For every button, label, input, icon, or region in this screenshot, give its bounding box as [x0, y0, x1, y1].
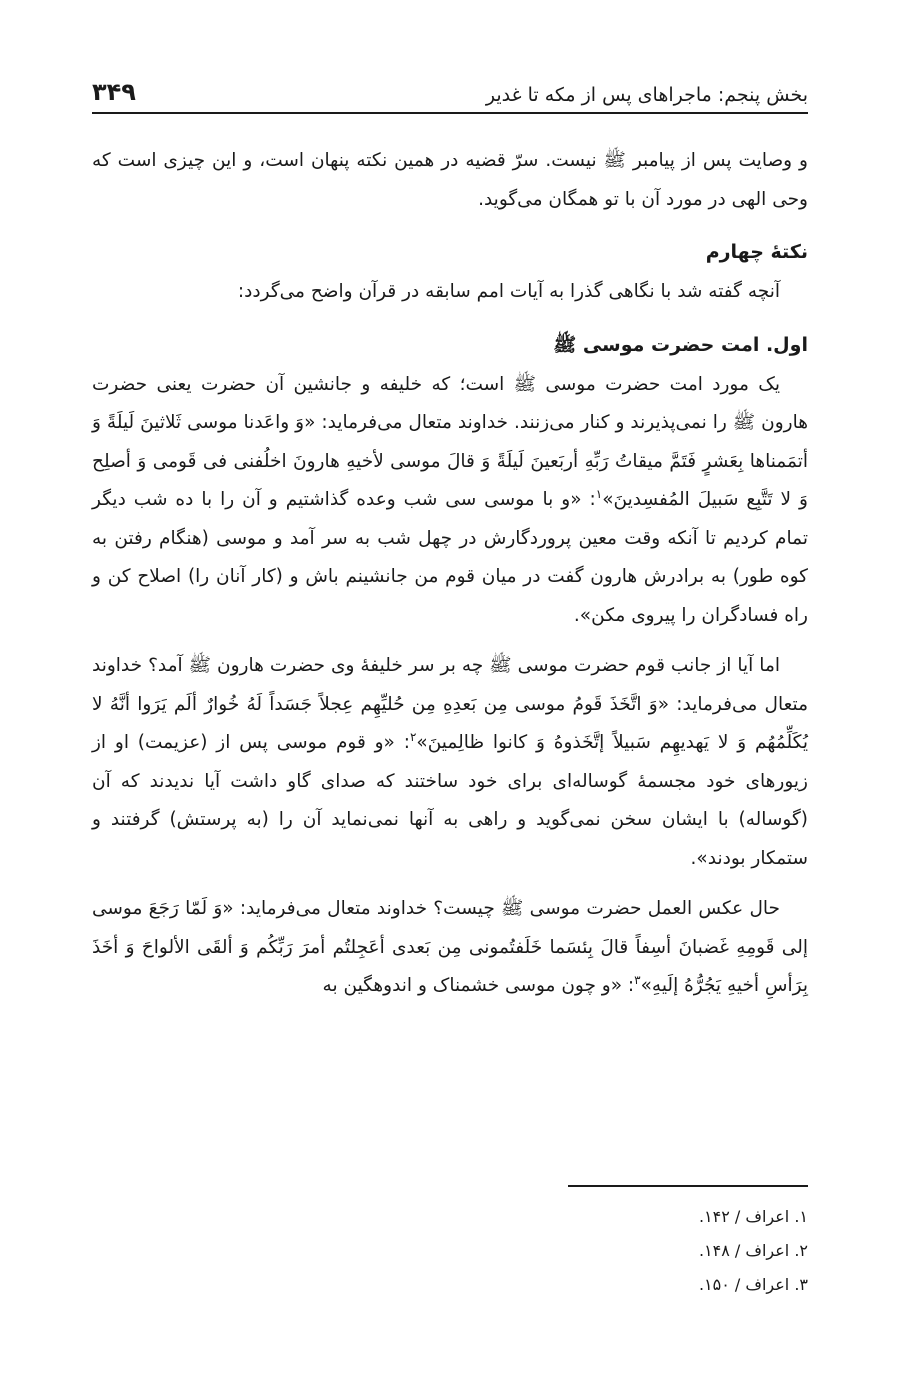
paragraph-4-translation: : «و قوم موسی پس از (عزیمت) او از زیورهای خود مجسمهٔ گوساله‌ای برای خود ساختند که صدای گاو داشت آیا ندیدند که آن (گوساله) با ایشان سخن نمی‌گوید و راهی به آنها نمی‌نماید آن را (به پرستش) گرفتند و ستمکار بودند». — [92, 732, 808, 869]
paragraph-3 — [92, 366, 808, 636]
paragraph-3-translation: : «و با موسی سی شب وعده گذاشتیم و آن را با ده شب دیگر تمام کردیم تا آنکه وقت معین پروردگارش در چهل شب به سر آمد و موسی (هنگام رفتن به کوه طور) به برادرش هارون گفت در میان قوم من جانشینم باش و (کار آنان را) اصلاح کن و راه فسادگران را پیروی مکن». — [92, 489, 808, 626]
paragraph-2: آنچه گفته شد با نگاهی گذرا به آیات امم سابقه در قرآن واضح می‌گردد: — [237, 281, 780, 302]
heading-fourth-point: نکتهٔ چهارم — [705, 241, 808, 263]
paragraph-5 — [92, 890, 808, 1006]
page-number: ۳۴۹ — [92, 78, 136, 106]
paragraph-4 — [92, 647, 808, 878]
footnote-2: ۲. اعراف / ۱۴۸. — [698, 1241, 808, 1260]
paragraph-4-text: اما آیا از جانب قوم حضرت موسی ﷺ چه بر سر خلیفهٔ وی حضرت هارون ﷺ آمد؟ خداوند متعال می‌فرماید: «وَ اتَّخَذَ قَومُ موسی مِن بَعدِهِ مِن حُلیِّهِم عِجلاً جَسَداً لَهُ خُوارٌ ألَم یَرَوا أنَّهُ لا یُکَلِّمُهُم وَ لا یَهدیهِم سَبیلاً إتَّخَذوهُ وَ کانوا ظالِمینَ» — [92, 655, 809, 753]
paragraph-1: و وصایت پس از پیامبر ﷺ نیست. سرّ قضیه در همین نکته پنهان است، و این چیزی است که وحی الهی در مورد آن با تو همگان می‌گوید. — [92, 150, 808, 210]
footnote-ref-2: ۲ — [409, 729, 417, 744]
footnote-1: ۱. اعراف / ۱۴۲. — [698, 1207, 808, 1226]
paragraph-5-text: حال عکس العمل حضرت موسی ﷺ چیست؟ خداوند متعال می‌فرماید: «وَ لَمّا رَجَعَ موسی إلی قَومِهِ غَضبانَ أسِفاً قالَ بِئسَما خَلَفتُمونی مِن بَعدی أعَجِلتُم أمرَ رَبِّکُم وَ ألقَی الألواحَ وَ أخَذَ بِرَأسِ أخیهِ یَجُرُّهُ إلَیهِ» — [92, 898, 808, 996]
running-header — [92, 70, 808, 114]
heading-moses-nation: اول. امت حضرت موسی ﷺ — [553, 333, 808, 356]
footnote-ref-1: ۱ — [595, 486, 603, 501]
footnotes — [92, 1200, 808, 1302]
footnote-ref-3: ۳ — [634, 972, 641, 987]
footnote-3: ۳. اعراف / ۱۵۰. — [698, 1275, 808, 1294]
footnote-divider — [568, 1185, 808, 1187]
paragraph-5-translation: : «و چون موسی خشمناک و اندوهگین به — [322, 975, 635, 996]
section-title: بخش پنجم: ماجراهای پس از مکه تا غدیر — [485, 84, 808, 106]
paragraph-3-text: یک مورد امت حضرت موسی ﷺ است؛ که خلیفه و جانشین آن حضرت یعنی حضرت هارون ﷺ را نمی‌پذیرند و کنار می‌زنند. خداوند متعال می‌فرماید: «وَ واعَدنا موسی ثَلاثینَ لَیلَةً وَ أتمَمناها بِعَشرٍ فَتَمَّ میقاتُ رَبِّهِ أربَعینَ لَیلَةً وَ قالَ موسی لأخیهِ هارونَ اخلُفنی فی قَومی وَ أصلِح وَ لا تَتَّبِع سَبیلَ المُفسِدینَ» — [92, 373, 808, 510]
page-body — [92, 142, 808, 1018]
